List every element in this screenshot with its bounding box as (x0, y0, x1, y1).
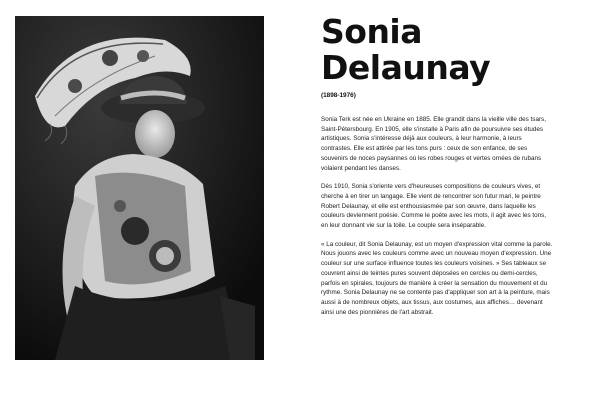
portrait-photo-illustration (15, 16, 264, 360)
paragraph-2: Dès 1910, Sonia s'oriente vers d'heureuses compositions de couleurs vives, et cherche à en tirer un langage. Elle vient de rencontrer son futur mari, le peintre Robert Delaunay, et elle est enthousiasmée par son œuvre, dans laquelle les couleurs deviennent poésie. Comme le poète avec les mots, il agit avec les tons, en leur donnant vie sur la toile. Le couple sera inséparable. (321, 183, 547, 230)
article-body (321, 115, 553, 317)
portrait-photo (15, 16, 264, 360)
page-title (321, 14, 553, 86)
title-last-name: Delaunay (321, 48, 491, 87)
title-first-name: Sonia (321, 12, 423, 51)
paragraph-1: Sonia Terk est née en Ukraine en 1885. Elle grandit dans la vieille ville des tsars, Saint-Pétersbourg. En 1905, elle s'installe à Paris afin de poursuivre ses études artistiques. Sonia s'intéresse déjà aux couleurs, à leur harmonie, à leurs contrastes. Elle est attirée par les tons purs : ceux de son enfance, de ses souvenirs de noces paysannes où les robes rouges et vertes ornées de rubans volaient pendant les danses. (321, 116, 546, 172)
face (135, 110, 175, 158)
paragraph-3: « La couleur, dit Sonia Delaunay, est un moyen d'expression vital comme la parole. Nous jouons avec les couleurs comme avec un nouveau moyen d'expression. Une couleur sur une surface influence toutes les couleurs voisines. » Ses tableaux se couvrent ainsi de teintes pures souvent déposées en cercles ou demi-cercles, parfois en spirales, toujours de manière à créer la sensation du mouvement et du rythme. Sonia Delaunay ne se contente pas d'appliquer son art à la peinture, mais aussi à de nombreux objets, aux tissus, aux costumes, aux affiches… devenant ainsi une des pionnières de l'art abstrait. (321, 240, 553, 316)
article (321, 14, 553, 326)
life-dates: (1898-1976) (321, 92, 356, 99)
